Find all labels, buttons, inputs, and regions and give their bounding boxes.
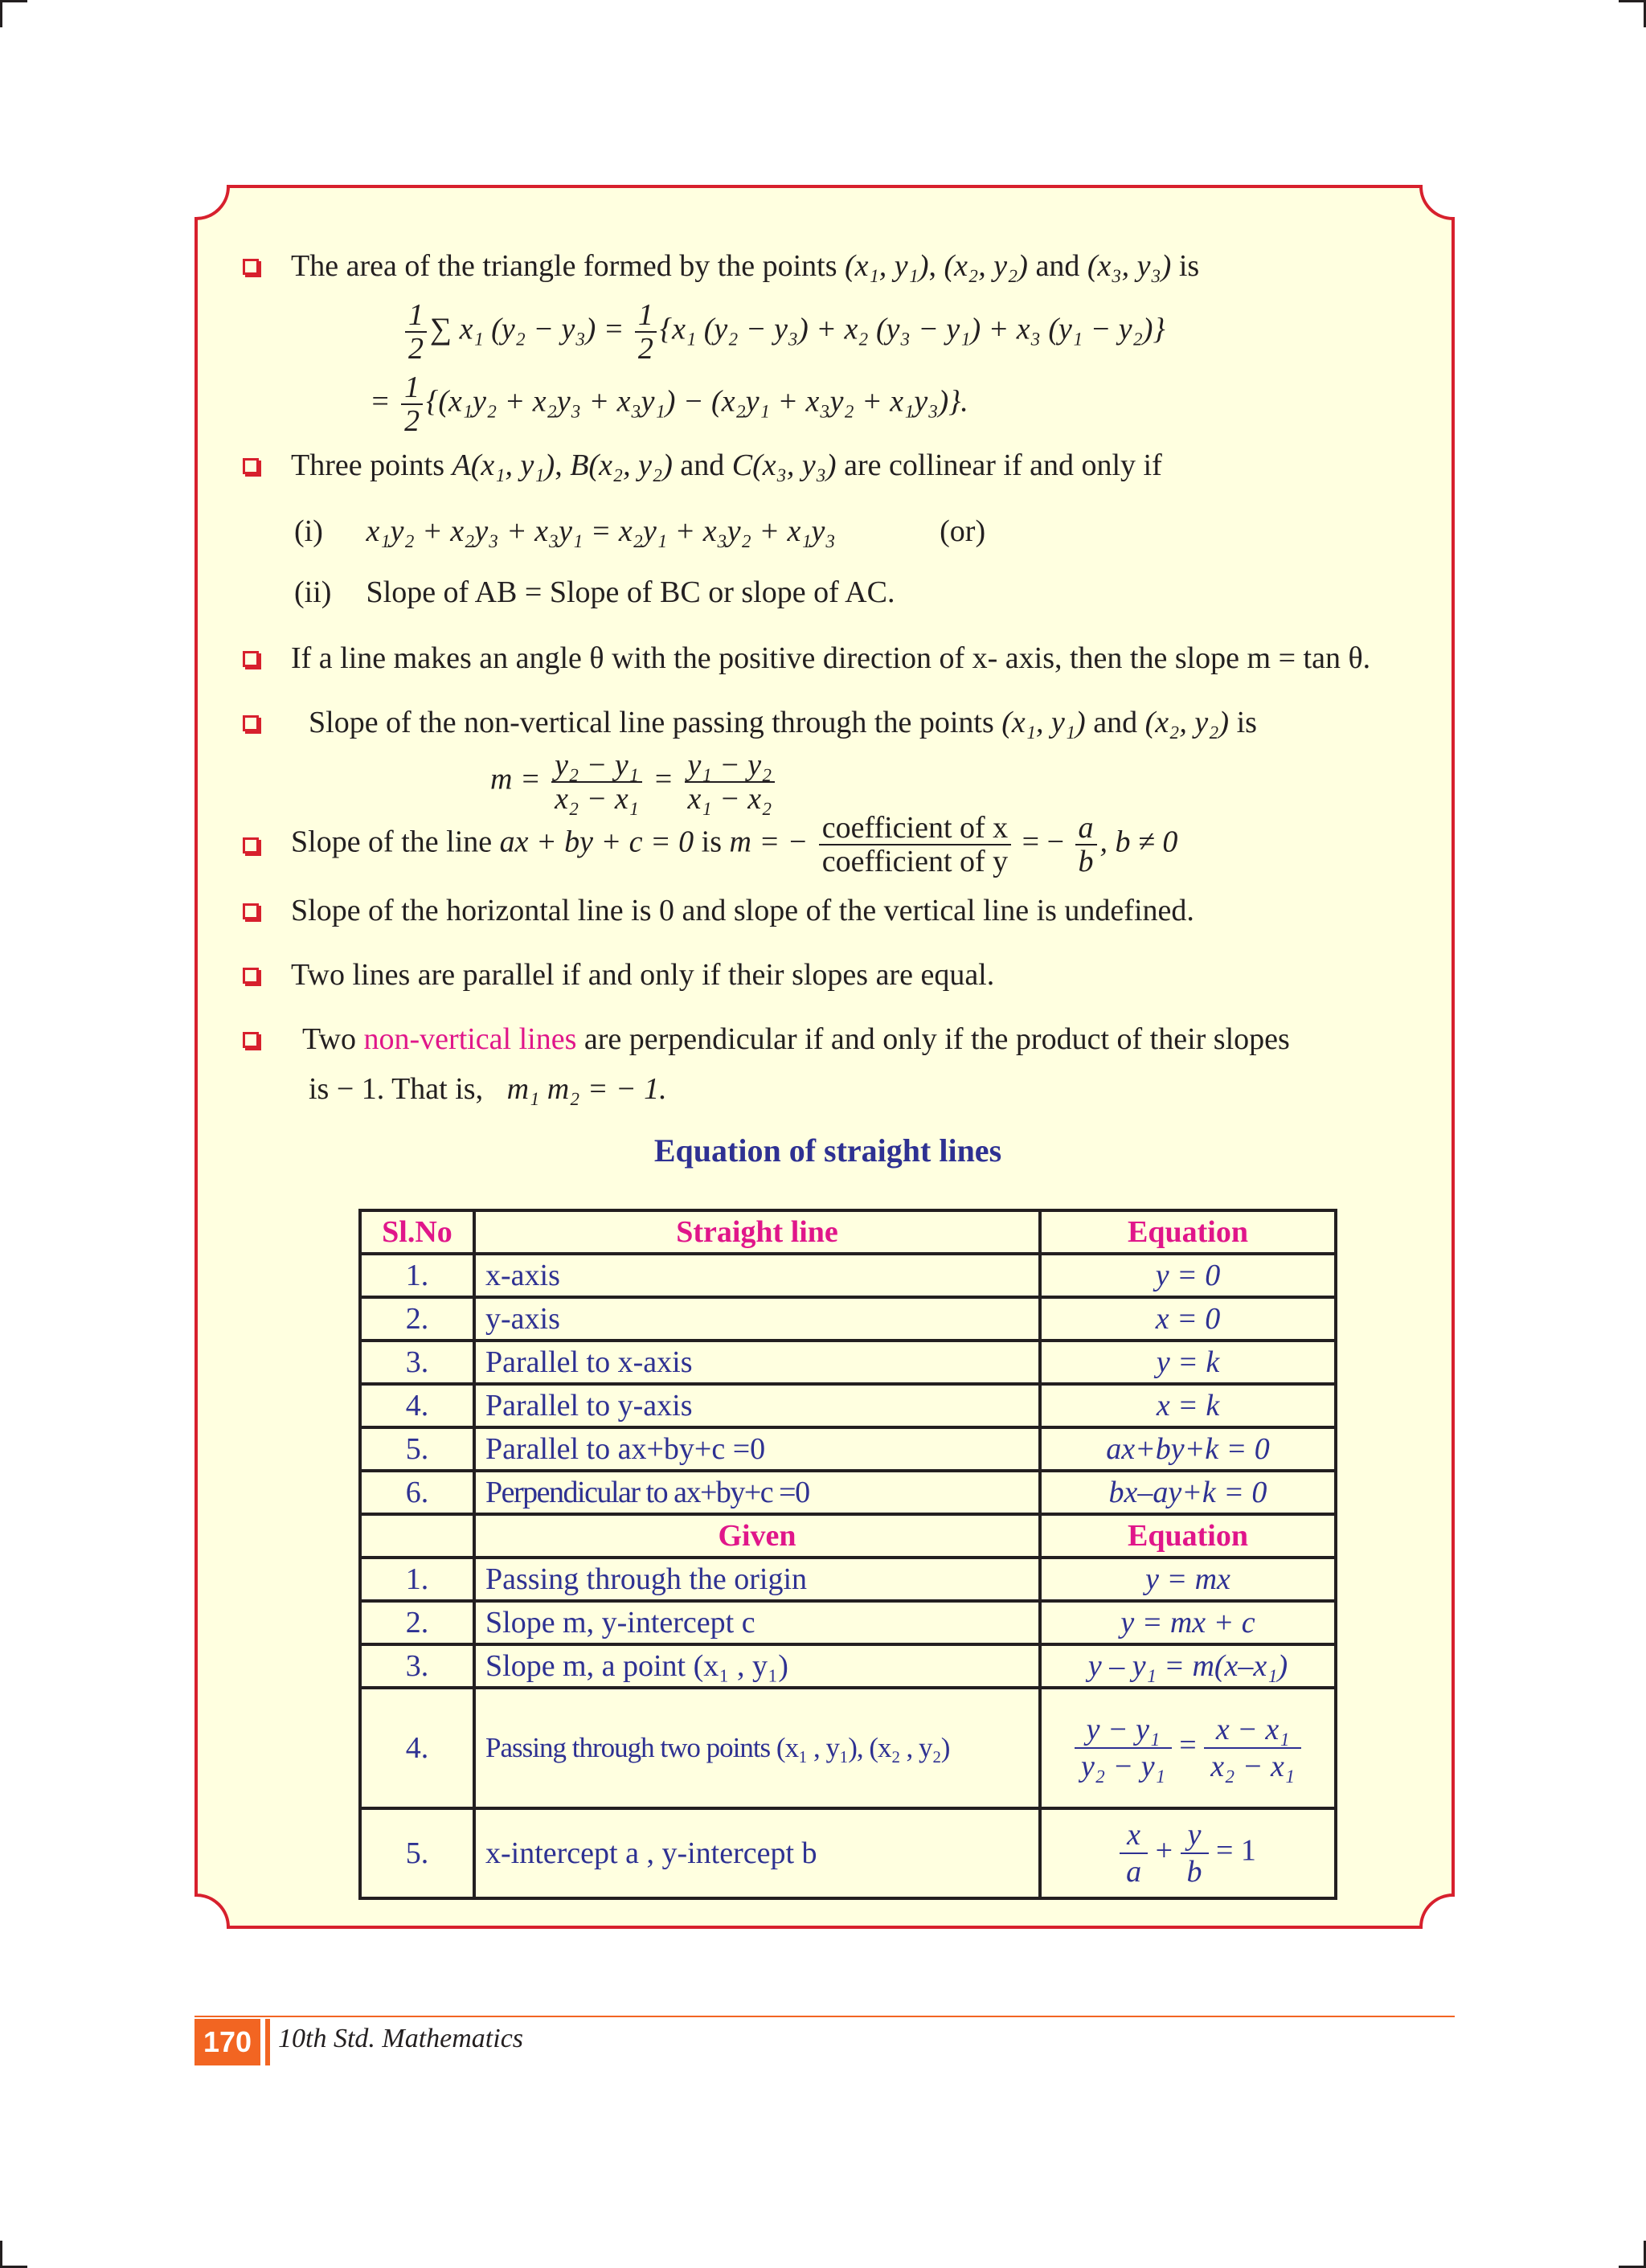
statement-tail: are collinear if and only if <box>844 448 1162 482</box>
condition: , b ≠ 0 <box>1099 825 1178 859</box>
table-cell: Parallel to ax+by+c =0 <box>474 1427 1040 1471</box>
two-point-fraction-y: $\frac{\text{y − y₁}}{\text{y₂ − y₁}}$ <box>1075 1712 1172 1784</box>
point-2: (x₂, y₂) <box>944 249 1028 283</box>
bullet-icon <box>243 259 259 275</box>
slope-formula <box>490 749 778 815</box>
table-row <box>360 1644 1336 1688</box>
half-fraction: $\frac{1}{2}$ <box>401 371 423 437</box>
intercept-equation <box>1040 1808 1336 1898</box>
area-formula-line-1 <box>402 299 1165 365</box>
table-row <box>360 1558 1336 1601</box>
table-row <box>360 1471 1336 1514</box>
general-line-slope-statement <box>291 812 1177 878</box>
slope-symbol: m = − <box>729 825 809 859</box>
slope-symbol: m = <box>490 762 541 796</box>
table-cell: bx–ay+k = 0 <box>1040 1471 1336 1514</box>
table-cell: Parallel to y-axis <box>474 1384 1040 1427</box>
half-fraction: $\frac{1}{2}$ <box>635 299 657 365</box>
is-word: is <box>1178 249 1200 283</box>
table-cell: Passing through two points (x₁ , y₁), (x₂ , y₂) <box>474 1688 1040 1808</box>
point-b: B(x₂, y₂) <box>570 448 673 482</box>
table-cell: Perpendicular to ax+by+c =0 <box>474 1471 1040 1514</box>
equals-one: = 1 <box>1216 1833 1256 1868</box>
statement-text: Slope of the line <box>291 825 493 859</box>
or-word: (or) <box>940 514 986 548</box>
triangle-area-statement: The area of the triangle formed by the points (x₁, y₁), (x₂, y₂) and (x₃, y₃) is <box>291 249 1200 283</box>
point-1: (x₁, y₁) <box>1001 706 1086 739</box>
sum-expression: ∑ x₁ (y₂ − y₃) = <box>430 312 632 346</box>
equals-sign: = <box>370 384 399 419</box>
point-c: C(x₃, y₃) <box>731 448 837 482</box>
and-word: and <box>1093 706 1138 739</box>
table-row <box>360 1384 1336 1427</box>
table-subheader-row <box>360 1514 1336 1558</box>
table-cell: Slope m, a point (x₁ , y₁) <box>474 1644 1040 1688</box>
condition-label: (ii) <box>294 575 332 609</box>
bullet-icon <box>243 968 259 984</box>
table-cell: 2. <box>360 1601 474 1644</box>
table-cell: x = k <box>1040 1384 1336 1427</box>
slope-fraction-2: $\frac{\text{y₁ − y₂}}{\text{x₁ − x₂}}$ <box>685 749 776 815</box>
point-1: (x₁, y₁) <box>845 249 929 283</box>
condition-text: Slope of AB = Slope of BC or slope of AC. <box>366 575 895 609</box>
table-row <box>360 1254 1336 1297</box>
bullet-icon <box>243 1032 259 1048</box>
table-cell: 1. <box>360 1558 474 1601</box>
equation-table <box>358 1209 1337 1900</box>
header-cell: Equation <box>1040 1514 1336 1558</box>
equals-sign: = <box>653 762 674 796</box>
point-3: (x₃, y₃) <box>1087 249 1172 283</box>
and-word: and <box>1035 249 1080 283</box>
condition-equation: x₁y₂ + x₂y₃ + x₃y₁ = x₂y₁ + x₃y₂ + x₁y₃ <box>366 514 836 548</box>
bullet-icon <box>243 458 259 474</box>
statement-text: Slope of the non-vertical line passing through the points <box>309 706 994 739</box>
is-word: is <box>701 825 723 859</box>
table-cell: 5. <box>360 1427 474 1471</box>
two-point-fraction-x: $\frac{\text{x − x₁}}{\text{x₂ − x₁}}$ <box>1204 1712 1301 1784</box>
horizontal-vertical-slope-statement: Slope of the horizontal line is 0 and slope of the vertical line is undefined. <box>291 894 1194 927</box>
plus-sign: + <box>1155 1833 1173 1868</box>
table-row <box>360 1601 1336 1644</box>
bullet-icon <box>243 715 259 731</box>
collinear-statement: Three points A(x₁, y₁), B(x₂, y₂) and C(x₃, y₃) are collinear if and only if <box>291 448 1162 482</box>
header-cell: Given <box>474 1514 1040 1558</box>
table-cell: x-axis <box>474 1254 1040 1297</box>
summary-panel <box>194 185 1455 1929</box>
x-over-a-fraction: $\frac{x}{a}$ <box>1120 1817 1148 1889</box>
table-cell: y = mx <box>1040 1558 1336 1601</box>
table-cell: 4. <box>360 1384 474 1427</box>
table-row <box>360 1341 1336 1384</box>
half-fraction: $\frac{1}{2}$ <box>405 299 427 365</box>
equals-sign: = <box>1179 1728 1197 1762</box>
table-row <box>360 1688 1336 1808</box>
crop-mark <box>0 0 2 27</box>
table-cell: ax+by+k = 0 <box>1040 1427 1336 1471</box>
statement-text: are perpendicular if and only if the product of their slopes <box>583 1022 1290 1056</box>
footer-rule <box>194 2016 1455 2017</box>
header-cell: Straight line <box>474 1210 1040 1254</box>
table-cell: y = mx + c <box>1040 1601 1336 1644</box>
point-2: (x₂, y₂) <box>1144 706 1230 739</box>
table-row <box>360 1808 1336 1898</box>
table-header-row <box>360 1210 1336 1254</box>
bullet-icon <box>243 837 259 854</box>
ab-fraction: $\frac{a}{b}$ <box>1075 812 1097 878</box>
header-cell <box>360 1514 474 1558</box>
section-title: Equation of straight lines <box>653 1132 1002 1169</box>
crop-mark <box>0 0 27 2</box>
highlighted-term: non-vertical lines <box>363 1022 577 1056</box>
slope-fraction-1: $\frac{\text{y₂ − y₁}}{\text{x₂ − x₁}}$ <box>551 749 642 815</box>
page-number: 170 <box>194 2019 260 2065</box>
statement-text: Two <box>302 1022 357 1056</box>
angle-slope-statement: If a line makes an angle θ with the positive direction of x- axis, then the slope m = tan θ. <box>291 641 1371 675</box>
table-cell: 5. <box>360 1808 474 1898</box>
and-word: and <box>680 448 725 482</box>
table-cell: 3. <box>360 1341 474 1384</box>
y-over-b-fraction: $\frac{y}{b}$ <box>1181 1817 1209 1889</box>
determinant-expression: {(x₁y₂ + x₂y₃ + x₃y₁) − (x₂y₁ + x₃y₂ + x₁y₃)}. <box>426 384 968 419</box>
table-cell: Passing through the origin <box>474 1558 1040 1601</box>
table-cell: y – y₁ = m(x–x₁) <box>1040 1644 1336 1688</box>
equals-sign: = − <box>1022 825 1065 859</box>
statement-text: Three points <box>291 448 445 482</box>
table-row <box>360 1297 1336 1341</box>
table-cell: x = 0 <box>1040 1297 1336 1341</box>
two-point-equation <box>1040 1688 1336 1808</box>
book-title: 10th Std. Mathematics <box>278 2024 524 2053</box>
table-cell: y = 0 <box>1040 1254 1336 1297</box>
condition-label: (i) <box>294 514 323 548</box>
product-equation: m₁ m₂ = − 1. <box>506 1072 667 1106</box>
bullet-icon <box>243 903 259 919</box>
two-point-slope-statement <box>309 704 1257 741</box>
parallel-lines-statement: Two lines are parallel if and only if their slopes are equal. <box>291 958 995 992</box>
header-cell: Equation <box>1040 1210 1336 1254</box>
table-cell: 3. <box>360 1644 474 1688</box>
table-cell: 6. <box>360 1471 474 1514</box>
perpendicular-lines-statement <box>302 1021 1290 1058</box>
table-row <box>360 1427 1336 1471</box>
crop-mark <box>0 2241 2 2268</box>
table-cell: x-intercept a , y-intercept b <box>474 1808 1040 1898</box>
footer-bar <box>265 2019 270 2065</box>
crop-mark <box>1619 0 1646 2</box>
coefficient-fraction: $\frac{\text{coefficient of x}}{\text{coefficient of y}}$ <box>819 812 1011 878</box>
table-cell: y-axis <box>474 1297 1040 1341</box>
statement-text: is − 1. That is, <box>309 1072 484 1106</box>
table-cell: 1. <box>360 1254 474 1297</box>
table-cell: y = k <box>1040 1341 1336 1384</box>
line-equation: ax + by + c = 0 <box>499 825 694 859</box>
table-cell: Parallel to x-axis <box>474 1341 1040 1384</box>
perpendicular-condition <box>309 1071 667 1107</box>
area-formula-line-2 <box>370 371 968 437</box>
expanded-expression: {x₁ (y₂ − y₃) + x₂ (y₃ − y₁) + x₃ (y₁ − y₂)} <box>659 312 1165 346</box>
is-word: is <box>1236 706 1257 739</box>
table-cell: Slope m, y-intercept c <box>474 1601 1040 1644</box>
header-cell: Sl.No <box>360 1210 474 1254</box>
collinear-condition-ii <box>294 574 895 611</box>
statement-text: The area of the triangle formed by the points <box>291 249 837 283</box>
table-cell: 4. <box>360 1688 474 1808</box>
collinear-condition-i <box>294 513 985 550</box>
point-a: A(x₁, y₁) <box>452 448 555 482</box>
bullet-icon <box>243 651 259 667</box>
table-cell: 2. <box>360 1297 474 1341</box>
